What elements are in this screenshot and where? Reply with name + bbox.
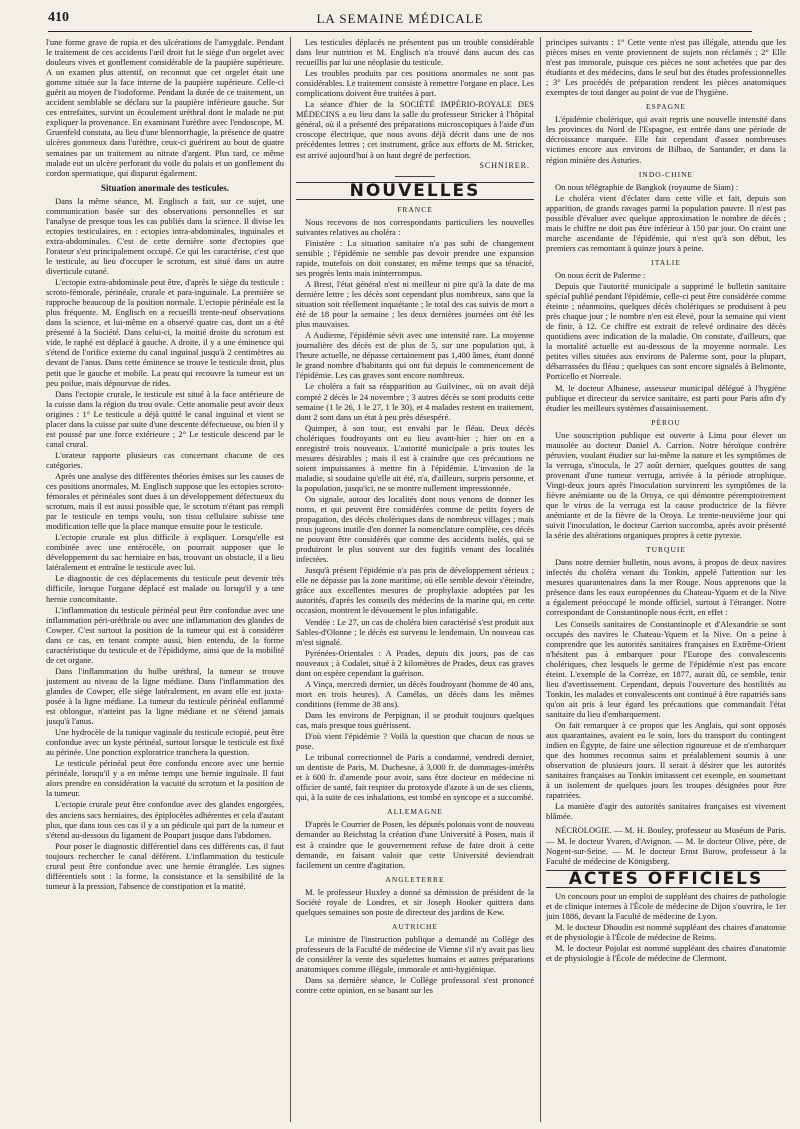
paragraph: Une hydrocèle de la tunique vaginale du testicule ectopié, peut être confondue avec un kyste périnéal, surtout lorsque le testicule est fixé au périnée. Une ponction exploratrice tranchera la question.	[46, 727, 284, 758]
country-heading: ANGLETERRE	[385, 874, 445, 884]
column-2	[296, 37, 534, 1122]
paragraph: L'ectopie crurale est plus difficile à expliquer. Lorsqu'elle est combinée avec une entérocèle, on pourrait supposer que le développement du sac herniaire en bas, trouvant un obstacle, il a lieu latéralement et entraîne le testicule avec lui.	[46, 532, 284, 573]
paragraph: Les troubles produits par ces positions anormales ne sont pas considérables. Le traitement consiste à remettre l'organe en place. Les complications doivent être traitées à part.	[296, 68, 534, 99]
country-heading: FRANCE	[397, 204, 433, 214]
actes-heading-block	[546, 870, 786, 888]
paragraph: Dans la même séance, M. Englisch a fait, sur ce sujet, une communication basée sur des observations personnelles et sur l'analyse de presque tous les cas publiés dans la science. Il divise les ectopies testiculaires, en : ectopies intra-abdominales, inguinales et extra-abdominales. C'est de cette dernière sorte d'ectopies que l'orateur s'est principalement occupé. Ce qui les caractérise, c'est que le testicule, au lieu d'occuper le scrotum, est situé dans un autre diverticule cutané.	[46, 195, 284, 277]
paragraph: Dans sa dernière séance, le Collège professoral s'est prononcé contre cette opinion, en se basant sur les	[296, 975, 534, 996]
country-heading: PÉROU	[651, 417, 681, 427]
paragraph: L'épidémie cholérique, qui avait repris une nouvelle intensité dans les provinces du Nord de l'Espagne, est entrée dans une période de décroissance marquée. Elle fait cependant d'assez nombreuses victimes encore aux environs de Bilbao, de Santander, et dans la région minière des Asturies.	[546, 114, 786, 165]
paragraph: M. le docteur Pojolat est nommé suppléant des chaires d'anatomie et de physiologie à l'École de médecine de Clermont.	[546, 942, 786, 963]
paragraph: L'ectopie extra-abdominale peut être, d'après le siège du testicule : scroto-fémorale, périnéale, crurale et para-inguinale. La première se rapproche beaucoup de la position normale. L'ectopie périnéale est la plus fréquente. M. Englisch en a recueilli trente-neuf observations dans la science, et lui-même en a observé quatre cas, dont un a été présenté à la Société. Dans celui-ci, la moitié droite du scrotum est vide, le raphé est déplacé à gauche. A droite, il y a une éminence qui s'étend de l'orifice externe du canal inguinal jusqu'à 2 centimètres au devant de l'anus. Dans cette éminence se trouve le testicule droit, plus petit que le gauche et mobile. La peau qui recouvre la tumeur est un peu poilue, mais dépourvue de rides.	[46, 277, 284, 388]
paragraph: Dans l'inflammation du bulbe uréthral, la tumeur se trouve justement au niveau de la ligne médiane. Dans l'inflammation des glandes de Cowper, elle siège latéralement, en avant elle est juxta-posée à la ligne médiane. La tumeur du testicule périnéal enflammé est oblongue, n'atteint pas la ligne médiane et ne s'étend jamais jusqu'à l'anus.	[46, 665, 284, 727]
paragraph: L'orateur rapporte plusieurs cas concernant chacune de ces catégories.	[46, 449, 284, 470]
paragraph: M. le docteur Albanese, assesseur municipal délégué à l'hygiène publique et directeur du service sanitaire, est parti pour Paris afin d'y étudier les meilleurs systèmes d'assainissement.	[546, 382, 786, 413]
paragraph: Le tribunal correctionnel de Paris a condamné, vendredi dernier, un dentiste de Paris, M. Duchesne, à 3,000 fr. de dommages-intérêts et à 600 fr. d'amende pour avoir, sans être docteur en médecine ni officier de santé, fait respirer du protoxyde d'azote à un de ses clients, qui, à la suite de ces inhalations, est tombé en syncope et a succombé.	[296, 752, 534, 803]
country-heading: ALLEMAGNE	[387, 807, 443, 817]
nouvelles-heading: NOUVELLES	[349, 180, 481, 201]
paragraph: principes suivants : 1° Cette vente n'est pas illégale, attendu que les pièces mises en vente proviennent de sujets non réclamés ; 2° Elle n'est pas immorale, puisque ces pièces ne sont achetées que par des étudiants et des médecins, dans le seul but des études professionnelles ; 3° Les procédés de préparation rendent les pièces anatomiques exemptes de tout danger au point de vue de l'hygiène.	[546, 37, 786, 98]
paragraph: A Audierne, l'épidémie sévit avec une intensité rare. La moyenne journalière des décès est de plus de 5, sur une population qui, à l'heure actuelle, ne dépasse certainement pas 1,400 âmes, étant donné le grand nombre d'habitants qui ont fui depuis le commencement de l'épidémie. Les cas graves sont encore nombreux.	[296, 330, 534, 381]
paragraph: Depuis que l'autorité municipale a supprimé le bulletin sanitaire spécial publié pendant l'épidémie, celle-ci peut être considérée comme éteinte ; néanmoins, quelques décès cholériques se produisent à peu près chaque jour ; le nombre n'en est élevé, pour la semaine qui vient de finir, à 12. Ce chiffre est extrait de relevé ordinaire des décès quotidiens avec indication de la maladie. On constate, d'ailleurs, que la mortalité actuelle est au-dessous de la moyenne normale. Les petites villes situées aux environs de Palerme sont, pour la plupart, débarrassées du fléau ; quelques cas sont encore signalés à Belmonte, Porticello et Norreale.	[546, 281, 786, 382]
paragraph: l'une forme grave de rupia et des ulcérations de l'amygdale. Pendant le traitement de ces accidents l'œil droit fut le siège d'un orgelet avec douleurs vives et gonflement considérable de la paupière supérieure. A un examen plus attentif, on reconnut que cet orgelet était une gomme située sur la face interne de la paupière supérieure. Celle-ci guérit au moyen de l'iodoforme. Pendant la durée de ce traitement, un accident semblable se déclara sur la paupière inférieure gauche. Sur ces entrefaites, survint un écoulement uréthral dont le malade ne put expliquer la provenance. En examinant l'urèthre avec l'endoscope, M. Gruenfeld constata, au lieu d'une blennorrhagie, la présence de quatre ulcères gommeux dans l'urèthre, ceux-ci guérirent au bout de quatre semaines par un traitement au nitrate d'argent. Plus tard, ce même malade eut un ulcère perforant du voile du palais et un gonflement du cordon spermatique, qui disparut également.	[46, 37, 284, 178]
paragraph: A Brest, l'état général n'est ni meilleur ni pire qu'à la date de ma dernière lettre ; les décès sont cependant plus nombreux, sans que la situation soit réellement inquiétante ; le total des cas suivis de mort a été de 18 pour la semaine ; les deux dernières journées ont été les plus mauvaises.	[296, 278, 534, 330]
country-heading: ITALIE	[651, 257, 681, 267]
paragraph: Un concours pour un emploi de suppléant des chaires de pathologie et de clinique internes à l'École de médecine de Dijon s'ouvrira, le 1er juin 1886, devant la Faculté de médecine de Lyon.	[546, 890, 786, 921]
nouvelles-heading-block	[296, 182, 534, 200]
paragraph: Dans notre dernier bulletin, nous avons, à propos de deux navires infectés du choléra venant du Tonkin, appelé l'attention sur les mesures quarantenaires dans la mer Rouge. Nous apprenons que la présence dans les eaux européennes du Chateau-Yquem et de la Nive a également préoccupé le monde officiel, surtout à l'étranger. Notre correspondant de Constantinople nous écrit, en effet :	[546, 557, 786, 618]
paragraph: Une souscription publique est ouverte à Lima pour élever un mausolée au docteur Daniel A. Carrion. Notre héroïque confrère péruvien, voulant étudier sur lui-même la nature et les symptômes de la verruga, s'inocula, le 27 août dernier, quelques gouttes de sang provenant d'une tumeur verruga, arrivée à la période atrophique. Vingt-deux jours après l'inoculation survinrent les symptômes de la fièvre anémiante ou de la Oroya, ce qui démontre péremptoirement que le virus de la verruga est la cause productrice de la fièvre anémiante et de la fièvre de la Oroya. Le trente-neuvième jour qui suivit l'inoculation, le docteur Carrion succomba, après avoir présenté la série des altérations organiques propres à cette pyrexie.	[546, 429, 786, 541]
paragraph: Les testicules déplacés ne présentent pas un trouble considérable dans leur nutrition et M. Englisch n'a trouvé dans aucun des cas recueillis par lui une néoplasie du testicule.	[296, 37, 534, 68]
journal-title: LA SEMAINE MÉDICALE	[316, 11, 484, 26]
paragraph: On fait remarquer à ce propos que les Anglais, qui sont opposés aux quarantaines, avaient eu le soin, lors du transport du contingent indien en Égypte, de faire une sélection rigoureuse et de n'embarquer que des hommes reconnus sains et préalablement soumis à une observation de plusieurs jours. Il serait à désirer que les autorités sanitaires françaises au Tonkin imitassent cet exemple, en soumettant à un isolement de quelques jours les troupes désignées pour être rapatriées.	[546, 720, 786, 801]
paragraph: Jusqu'à présent l'épidémie n'a pas pris de développement sérieux ; elle ne dépasse pas la zone maritime, où elle semble devoir s'éteindre, grâce aux excellentes mesures de prophylaxie adoptées par les autorités, d'après les conseils des médecins de la marine qui, en cette occasion, montrent le dévouement le plus infatigable.	[296, 565, 534, 616]
paragraph: Après une analyse des différentes théories émises sur les causes de ces positions anormales, M. Englisch suppose que les ectopies scroto-fémorales et périnéales sont dues à un développement défectueux du scrotum, mais il est aussi possible que, le scrotum n'étant pas rempli par le testicule en temps voulu, son tissu cellulaire subisse une modification telle que la place manque ensuite pour le testicule.	[46, 470, 284, 532]
paragraph: On nous écrit de Palerme :	[555, 269, 646, 280]
paragraph: La manière d'agir des autorités sanitaires françaises est vivement blâmée.	[546, 801, 786, 822]
page-number: 410	[48, 10, 69, 25]
paragraph: Le diagnostic de ces déplacements du testicule peut devenir très difficile, lorsque l'organe déplacé est malade ou lorsqu'il y a une hernie concomitante.	[46, 573, 284, 604]
paragraph: Le choléra vient d'éclater dans cette ville et fait, depuis son apparition, de grands ravages parmi la population pauvre. Il n'est pas possible d'évaluer avec quelque approximation le nombre de décès ; mais le chiffre ne doit pas être inférieur à 150 par jour. On craint une marche ascendante de l'épidémie, qui n'est qu'à son début, les premiers cas remontant à quinze jours à peine.	[546, 192, 786, 253]
paragraph: D'où vient l'épidémie ? Voilà la question que chacun de nous se pose.	[296, 731, 534, 752]
paragraph: Quimper, à son tour, est envahi par le fléau. Deux décès cholériques foudroyants ont eu lieu avant-hier ; hier on en a enregistré trois nouveaux. L'autorité municipale a pris toutes les mesures désirables ; mais il est à craindre que ces précautions ne soient impuissantes à mettre fin à l'épidémie. L'invasion de la maladie, si soudaine qu'elle ait été, n'a, d'ailleurs, surpris personne, et la population, jusqu'ici, ne se montre nullement impressionnée.	[296, 422, 534, 493]
column-1	[46, 37, 284, 1122]
paragraph: Les Conseils sanitaires de Constantinople et d'Alexandrie se sont occupés des navires le Chateau-Yquem et la Nive. On a peine à comprendre que les autorités sanitaires françaises en Extrême-Orient n'hésitent pas à embarquer pour l'Europe des convalescents cholériques, chez lesquels le germe de l'épidémie n'est pas encore éteint. L'exemple de la Corrèze, en 1877, aurait dû, ce semble, tenir lieu d'avertissement. Cependant, depuis l'ouverture des hostilités au Tonkin, les malades et convalescents ont continué à être rapatriés sans qu'on ait pris à leur égard les précautions que commandait l'état sanitaire du lieu d'embarquement.	[546, 618, 786, 719]
page-header	[48, 8, 752, 30]
paragraph: On signale, autour des localités dont nous venons de donner les noms, et qui peuvent être considérées comme de petits foyers de propagation, des décès cholériques dans de nombreux villages ; mais nous jugeons inutile d'en donner la nomenclature complète, ces décès ne pouvant être considérés que comme des accidents isolés, qui se produiront le plus souvent sur des fugitifs venant des localités infectées.	[296, 493, 534, 565]
paragraph: D'après le Courrier de Posen, les députés polonais vont de nouveau demander au Reichstag la création d'une Université à Posen, mais il est à craindre que le gouvernement refuse de faire droit à cette demande, en faisant valoir que cette Université deviendrait facilement un centre d'agitation.	[296, 819, 534, 870]
separator	[395, 176, 435, 177]
paragraph: La séance d'hier de la SOCIÉTÉ IMPÉRIO-ROYALE DES MÉDECINS a eu lieu dans la salle du professeur Stricker à l'hôpital général, où il a présenté des préparations microscopiques à l'aide d'un croscope électrique, que nous avons déjà décrit dans une de nos précédentes lettres ; cet instrument, grâce aux efforts de M. Stricker, est arrivé aujourd'hui à un haut degré de perfection.	[296, 99, 534, 160]
paragraph: Le choléra a fait sa réapparition au Guilvinec, où on avait déjà compté 2 décès le 24 novembre ; 3 autres décès se sont produits cette semaine (1 le 26, 1 le 27, 1 le 30), et 4 malades restent en traitement, dont 2 sont dans un état à peu près désespéré.	[296, 381, 534, 422]
paragraph: M. le professeur Huxley a donné sa démission de président de la Société royale de Londres, et sir Joseph Hooker quittera dans quelques semaines son poste de directeur des jardins de Kew.	[296, 886, 534, 917]
paragraph: Vendée : Le 27, un cas de choléra bien caractérisé s'est produit aux Sables-d'Olonne ; le décès est survenu le lendemain. Un nouveau cas m'est signalé.	[296, 616, 534, 647]
paragraph: Nous recevons de nos correspondants particuliers les nouvelles suivantes relatives au choléra :	[296, 216, 534, 237]
country-heading: INDO-CHINE	[638, 169, 694, 179]
column-divider	[290, 37, 291, 1122]
paragraph: Finistère : La situation sanitaire n'a pas subi de changement sensible ; l'épidémie ne semble pas devoir prendre une expansion rapide, toutefois on doit constater, en même temps que sa ténacité, ses progrès lents mais ininterrompus.	[296, 237, 534, 278]
paragraph: Pyrénées-Orientales : A Prades, depuis dix jours, pas de cas nouveaux ; à Codalet, situé à 2 kilomètres de Prades, deux cas graves dont on espère cependant la guérison.	[296, 647, 534, 678]
paragraph: On nous télégraphie de Bangkok (royaume de Siam) :	[555, 181, 739, 192]
paragraph: Le ministre de l'instruction publique a demandé au Collège des professeurs de la Faculté de médecine de Vienne s'il n'y avait pas lieu de considérer la vente des squelettes humains et autres préparations anatomiques comme illégale, immorale et anti-hygiénique.	[296, 933, 534, 975]
paragraph: Le testicule périnéal peut être confondu encore avec une hernie périnéale, lorsqu'il y a en même temps une hernie inguinale. Il faut alors prendre en considération la vacuité du scrotum et la position de la tumeur.	[46, 758, 284, 799]
signature: SCHNIRER.	[479, 160, 530, 170]
section-title: Situation anormale des testicules.	[101, 182, 229, 193]
paragraph: Pour poser le diagnostic différentiel dans ces différents cas, il faut toujours rechercher le canal déférent. L'inflammation du testicule crural peut être confondue avec une hernie étranglée. Les signes différentiels sont : la forme, la consistance et la sensibilité de la tumeur à la pression, l'absence de constipation et la matité.	[46, 840, 284, 891]
necrologie-paragraph: NÉCROLOGIE. — M. H. Bouley, professeur au Muséum de Paris. — M. le docteur Yvaren, d'Avignon. — M. le docteur Olive, père, de Nogent-sur-Seine. — M. le docteur Ernst Burow, professeur à la Faculté de médecine de Königsberg.	[546, 825, 786, 866]
paragraph: Dans l'ectopie crurale, le testicule est situé à la face antérieure de la cuisse dans la région du trou ovale. Cette anomalie peut avoir deux origines : 1° Le testicule a déjà quitté le canal inguinal et vient se placer dans la cuisse par suite d'une descente défectueuse, ou bien il y est poussé par une force extérieure ; 2° Le testicule descend par le canal crural.	[46, 388, 284, 449]
paragraph: L'ectopie crurale peut être confondue avec des glandes engorgées, des anciens sacs herniaires, des épiplocèles adhérentes et cela d'autant plus, que dans tous ces cas il y a un pédicule qui part de la tumeur et s'étend au-dessous du ligament de Poupart jusque dans l'abdomen.	[46, 799, 284, 840]
paragraph: M. le docteur Dhoudin est nommé suppléant des chaires d'anatomie et de physiologie à l'École de médecine de Reims.	[546, 921, 786, 942]
column-3	[546, 37, 786, 1122]
paragraph: A Vinça, mercredi dernier, un décès foudroyant (homme de 40 ans, mort en trois heures). A Camélas, un décès dans les mêmes conditions (femme de 38 ans).	[296, 678, 534, 709]
paragraph: Dans les environs de Perpignan, il se produit toujours quelques cas, mais presque tous guérissent.	[296, 709, 534, 730]
column-divider	[540, 37, 541, 1122]
country-heading: TURQUIE	[646, 545, 686, 555]
country-heading: ESPAGNE	[645, 102, 687, 112]
actes-heading: ACTES OFFICIELS	[568, 868, 764, 889]
paragraph: L'inflammation du testicule périnéal peut être confondue avec une inflammation péri-uréthrale ou avec une inflammation des glandes de Cowper. C'est surtout la position de la tumeur qui est à considérer dans ce cas, en tenant compte aussi, bien entendu, de la forme caractéristique du testicule et de l'épididyme, ainsi que de la mobilité de cet organe.	[46, 604, 284, 665]
country-heading: AUTRICHE	[392, 921, 438, 931]
header-rule	[48, 31, 752, 32]
